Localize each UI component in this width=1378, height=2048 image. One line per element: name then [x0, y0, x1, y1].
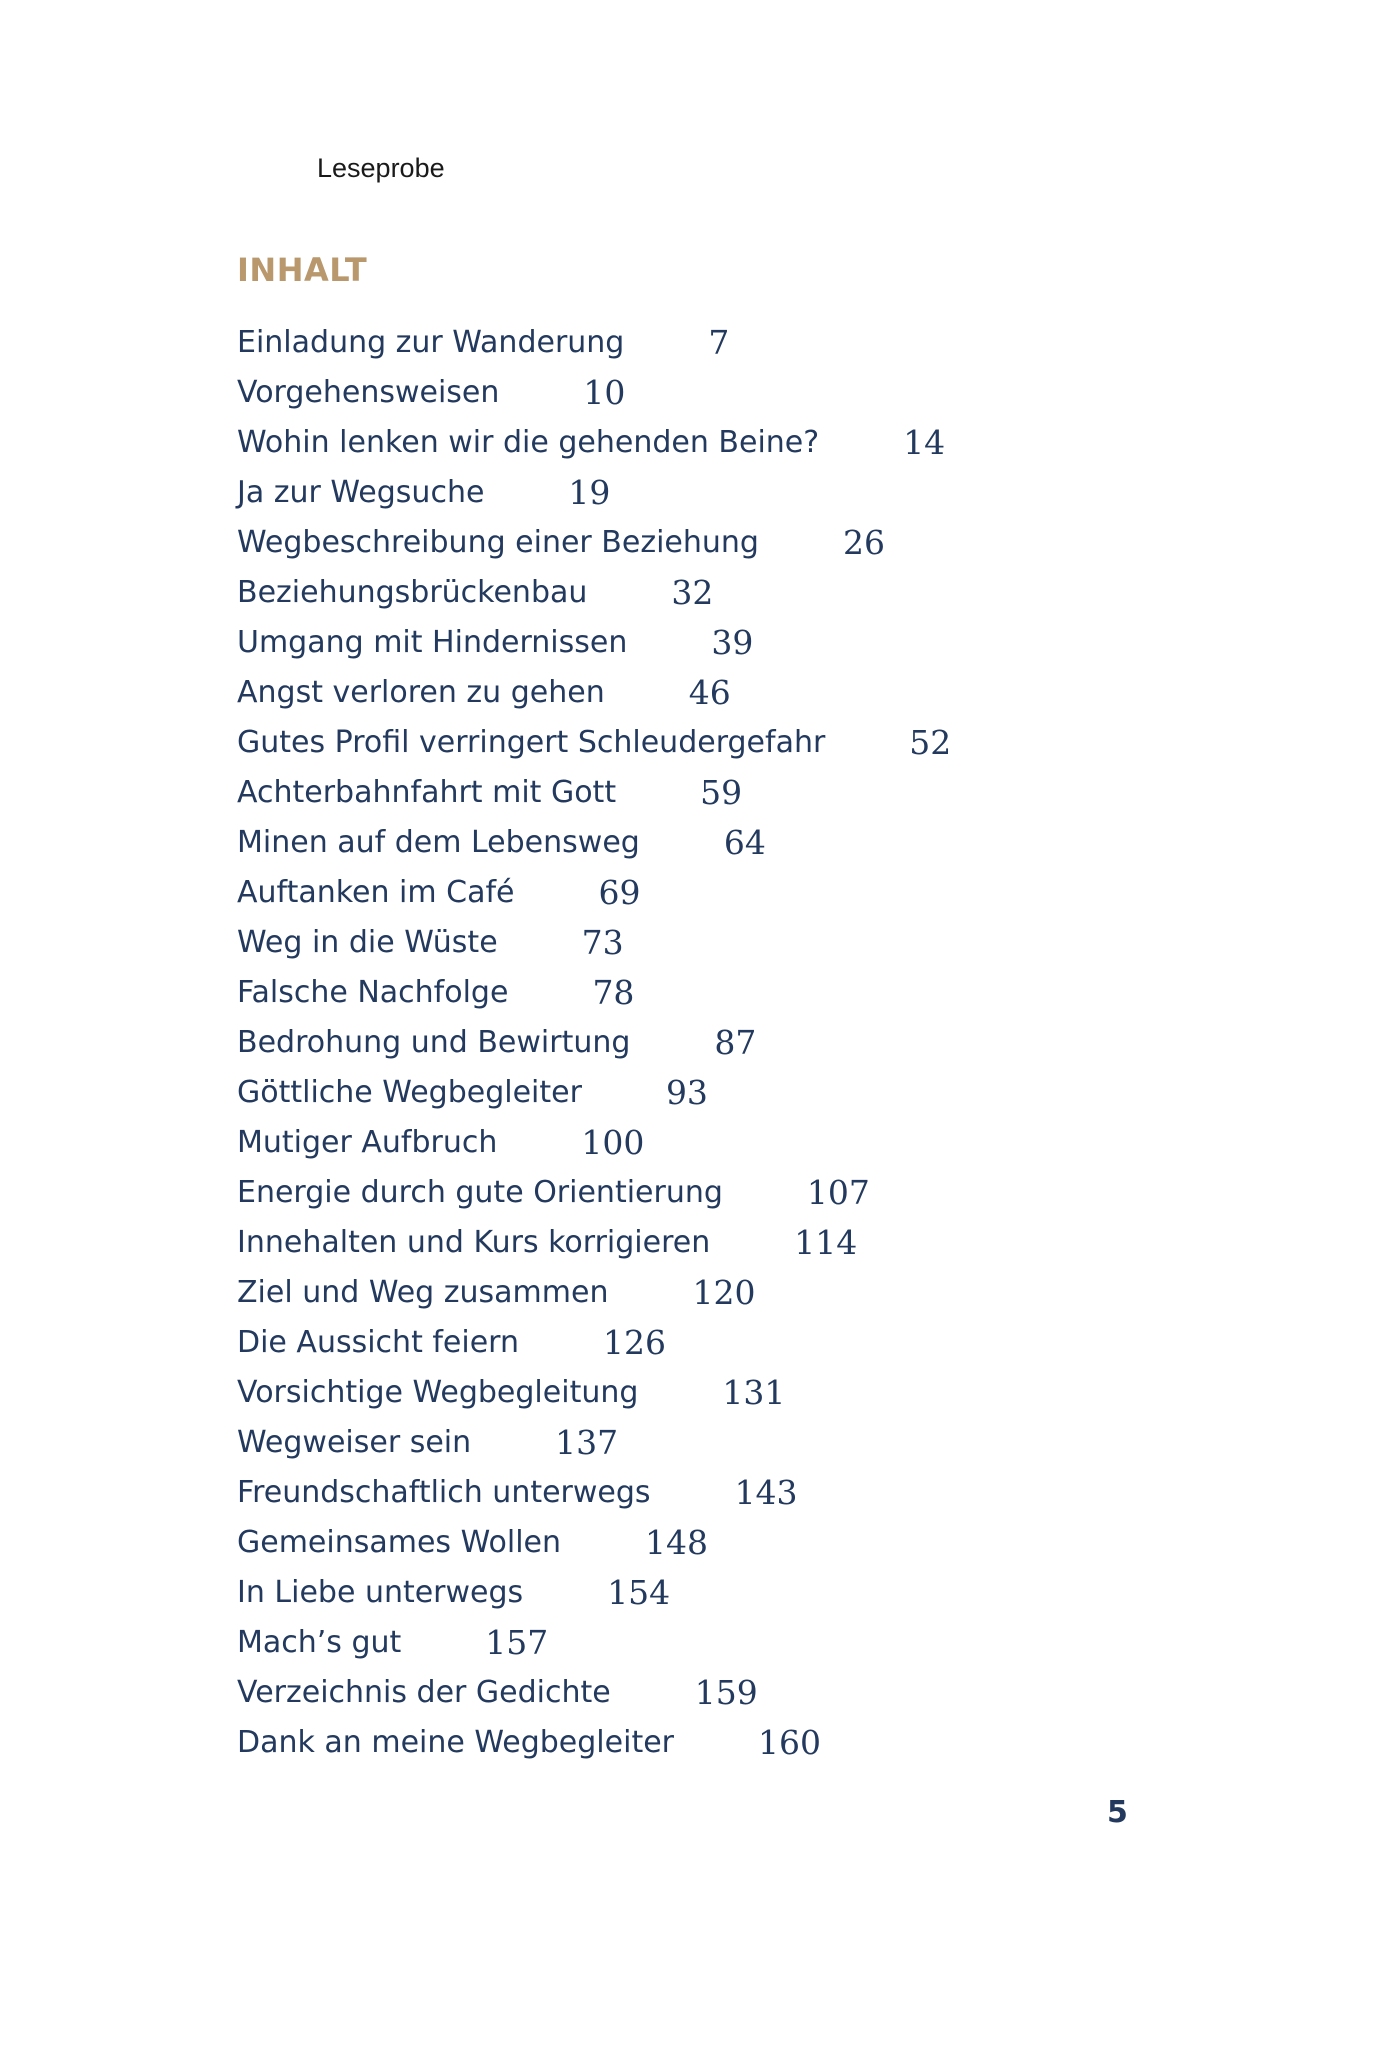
toc-entry-title: Göttliche Wegbegleiter [237, 1074, 582, 1110]
toc-entry [237, 1017, 951, 1067]
toc-entry [237, 367, 951, 417]
toc-entry [237, 1417, 951, 1467]
toc-entry [237, 1117, 951, 1167]
toc-entry-page: 160 [758, 1722, 821, 1762]
toc-entry [237, 617, 951, 667]
toc-entry-page: 126 [603, 1322, 666, 1362]
toc-entry [237, 1717, 951, 1767]
toc-entry-page: 114 [794, 1222, 858, 1262]
toc-entry-page: 131 [722, 1372, 786, 1412]
toc-entry-title: Mutiger Aufbruch [237, 1124, 498, 1160]
toc-entry-title: Auftanken im Café [237, 874, 515, 910]
toc-entry [237, 517, 951, 567]
toc-entry [237, 1167, 951, 1217]
toc-entry [237, 967, 951, 1017]
toc-entry-title: Gemeinsames Wollen [237, 1524, 561, 1560]
toc-entry-title: Vorsichtige Wegbegleitung [237, 1374, 639, 1410]
toc-entry-page: 159 [694, 1672, 758, 1712]
toc-entry-title: Innehalten und Kurs korrigieren [237, 1224, 711, 1260]
toc-entry-title: Die Aussicht feiern [237, 1324, 519, 1360]
toc-entry [237, 1567, 951, 1617]
toc-entry-title: Ziel und Weg zusammen [237, 1274, 609, 1310]
toc-heading: INHALT [237, 251, 368, 289]
toc-entry [237, 467, 951, 517]
toc-entry-title: Ja zur Wegsuche [237, 474, 485, 510]
toc-entry [237, 1517, 951, 1567]
toc-entry-title: In Liebe unterwegs [237, 1574, 524, 1610]
toc-entry-page: 73 [581, 922, 624, 962]
toc-entry-title: Angst verloren zu gehen [237, 674, 605, 710]
toc-entry [237, 1217, 951, 1267]
toc-entry-page: 59 [700, 772, 743, 812]
toc-entry [237, 1667, 951, 1717]
toc-entry-page: 120 [692, 1272, 756, 1312]
toc-entry [237, 417, 951, 467]
toc-entry-title: Dank an meine Wegbegleiter [237, 1724, 674, 1760]
table-of-contents [237, 317, 951, 1767]
toc-entry-page: 157 [485, 1622, 549, 1662]
toc-entry [237, 1067, 951, 1117]
toc-entry-title: Wohin lenken wir die gehenden Beine? [237, 424, 820, 460]
toc-entry-page: 93 [665, 1072, 708, 1112]
toc-entry [237, 567, 951, 617]
toc-entry-page: 100 [581, 1122, 645, 1162]
toc-entry-page: 52 [909, 722, 952, 762]
toc-entry-title: Wegbeschreibung einer Beziehung [237, 524, 759, 560]
toc-entry [237, 817, 951, 867]
toc-entry [237, 1367, 951, 1417]
toc-entry [237, 867, 951, 917]
toc-entry-page: 148 [645, 1522, 708, 1562]
toc-entry [237, 917, 951, 967]
toc-entry-title: Achterbahnfahrt mit Gott [237, 774, 617, 810]
toc-entry-page: 137 [555, 1422, 619, 1462]
toc-entry-page: 143 [734, 1472, 798, 1512]
toc-entry-title: Freundschaftlich unterwegs [237, 1474, 651, 1510]
toc-entry-page: 107 [806, 1172, 870, 1212]
toc-entry-page: 19 [568, 472, 611, 512]
toc-entry-title: Wegweiser sein [237, 1424, 472, 1460]
toc-entry-title: Vorgehensweisen [237, 374, 500, 410]
toc-entry-page: 14 [903, 422, 946, 462]
toc-entry-page: 7 [708, 322, 730, 362]
toc-entry [237, 767, 951, 817]
toc-entry [237, 1467, 951, 1517]
toc-entry [237, 1317, 951, 1367]
toc-entry-page: 32 [671, 572, 714, 612]
toc-entry [237, 1617, 951, 1667]
toc-entry-page: 87 [714, 1022, 757, 1062]
page-number: 5 [1107, 1795, 1128, 1830]
toc-entry-title: Mach’s gut [237, 1624, 402, 1660]
toc-entry-title: Minen auf dem Lebensweg [237, 824, 640, 860]
toc-entry-page: 26 [842, 522, 885, 562]
toc-entry-page: 46 [688, 672, 731, 712]
header-label: Leseprobe [317, 153, 445, 183]
toc-entry [237, 317, 951, 367]
toc-entry [237, 717, 951, 767]
toc-entry-title: Umgang mit Hindernissen [237, 624, 628, 660]
toc-entry-title: Energie durch gute Orientierung [237, 1174, 723, 1210]
toc-entry [237, 667, 951, 717]
toc-entry-title: Beziehungsbrückenbau [237, 574, 588, 610]
toc-entry-title: Einladung zur Wanderung [237, 324, 625, 360]
toc-entry-page: 64 [723, 822, 766, 862]
toc-entry-title: Gutes Profil verringert Schleudergefahr [237, 724, 826, 760]
toc-entry-page: 10 [583, 372, 626, 412]
toc-entry-page: 69 [598, 872, 641, 912]
toc-entry-title: Falsche Nachfolge [237, 974, 509, 1010]
toc-entry-title: Verzeichnis der Gedichte [237, 1674, 611, 1710]
toc-entry [237, 1267, 951, 1317]
toc-entry-title: Weg in die Wüste [237, 924, 498, 960]
toc-entry-page: 154 [607, 1572, 671, 1612]
toc-entry-title: Bedrohung und Bewirtung [237, 1024, 631, 1060]
toc-entry-page: 78 [592, 972, 635, 1012]
toc-entry-page: 39 [711, 622, 754, 662]
